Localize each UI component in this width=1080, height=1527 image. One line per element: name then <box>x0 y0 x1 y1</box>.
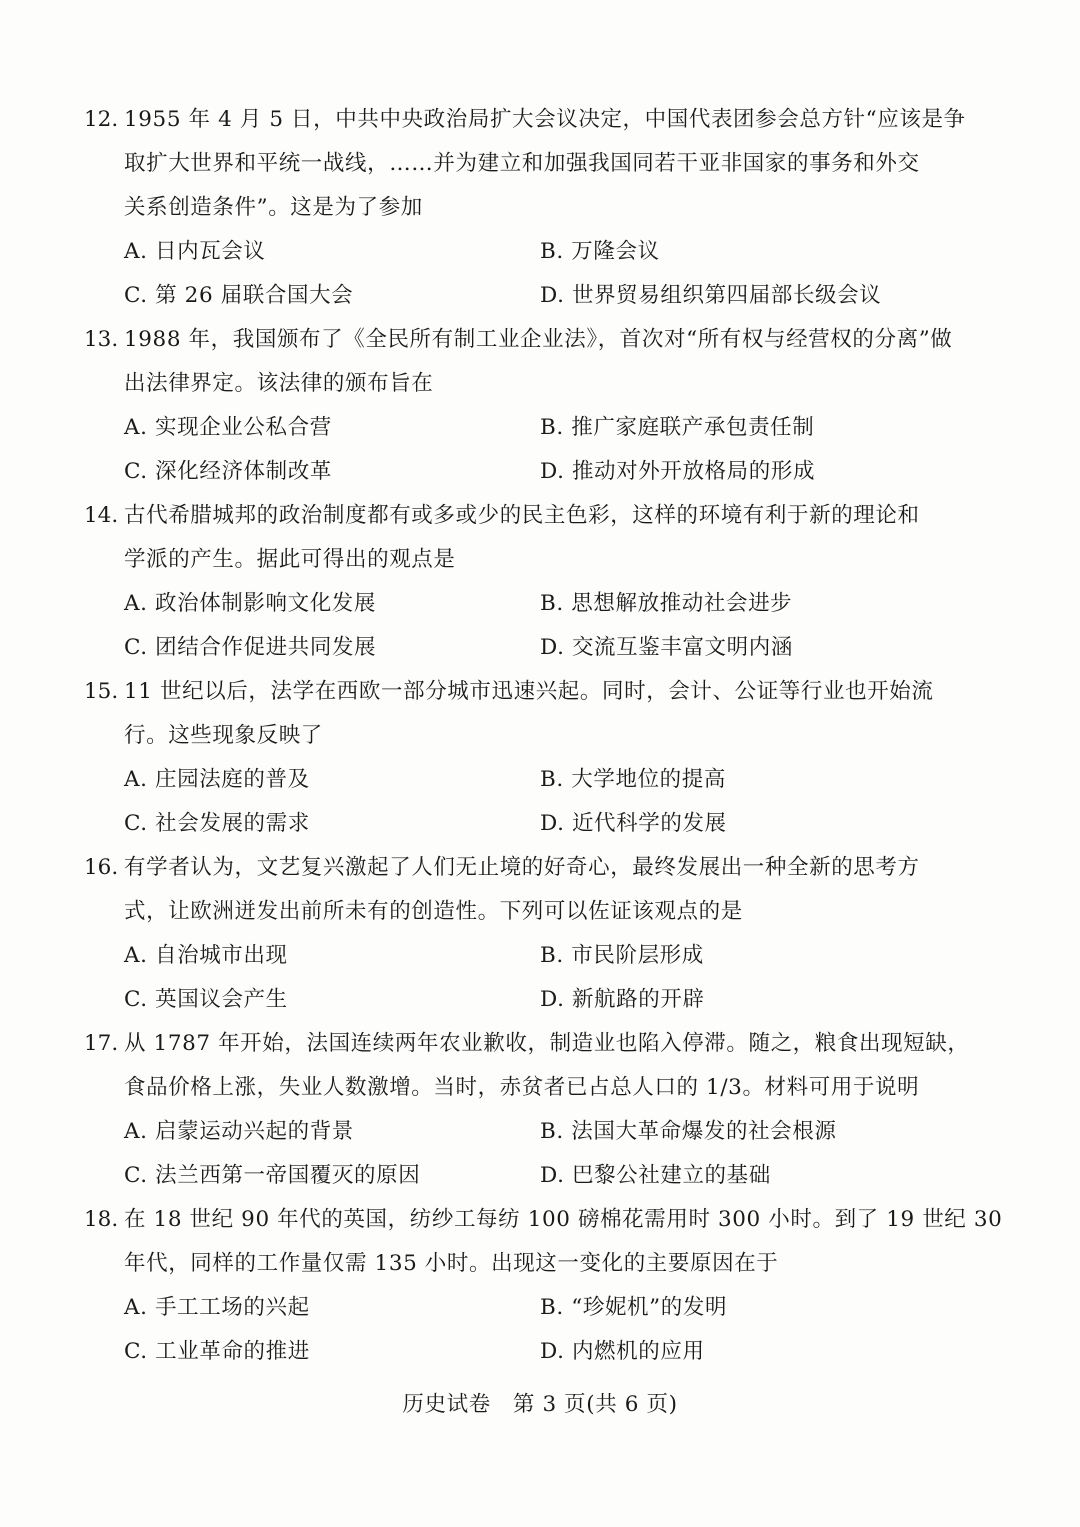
option-c[interactable]: C. 英国议会产生 <box>124 987 288 1012</box>
page-footer: 历史试卷 第 3 页(共 6 页) <box>402 1392 678 1417</box>
question-number: 18. <box>84 1207 119 1232</box>
option-a[interactable]: A. 手工工场的兴起 <box>124 1295 310 1320</box>
question-text-line: 学派的产生。据此可得出的观点是 <box>124 547 456 572</box>
option-d[interactable]: D. 推动对外开放格局的形成 <box>540 459 816 484</box>
question-text-line: 古代希腊城邦的政治制度都有或多或少的民主色彩，这样的环境有利于新的理论和 <box>124 503 920 528</box>
option-d[interactable]: D. 近代科学的发展 <box>540 811 727 836</box>
question-text-line: 1955 年 4 月 5 日，中共中央政治局扩大会议决定，中国代表团参会总方针“应该是争 <box>124 107 966 132</box>
question-number: 16. <box>84 855 119 880</box>
question-text-line: 11 世纪以后，法学在西欧一部分城市迅速兴起。同时，会计、公证等行业也开始流 <box>124 679 934 704</box>
question-text-line: 在 18 世纪 90 年代的英国，纺纱工每纺 100 磅棉花需用时 300 小时。到了 19 世纪 30 <box>124 1207 1003 1232</box>
question-text-line: 从 1787 年开始，法国连续两年农业歉收，制造业也陷入停滞。随之，粮食出现短缺， <box>124 1031 970 1056</box>
question-number: 17. <box>84 1031 119 1056</box>
option-a[interactable]: A. 庄园法庭的普及 <box>124 767 310 792</box>
option-c[interactable]: C. 工业革命的推进 <box>124 1339 310 1364</box>
option-d[interactable]: D. 新航路的开辟 <box>540 987 705 1012</box>
option-c[interactable]: C. 第 26 届联合国大会 <box>124 283 354 308</box>
question-text-line: 关系创造条件”。这是为了参加 <box>124 195 423 220</box>
option-b[interactable]: B. 市民阶层形成 <box>540 943 704 968</box>
question-text-line: 有学者认为，文艺复兴激起了人们无止境的好奇心，最终发展出一种全新的思考方 <box>124 855 920 880</box>
option-c[interactable]: C. 法兰西第一帝国覆灭的原因 <box>124 1163 421 1188</box>
option-d[interactable]: D. 世界贸易组织第四届部长级会议 <box>540 283 882 308</box>
question-text-line: 出法律界定。该法律的颁布旨在 <box>124 371 434 396</box>
question-text-line: 食品价格上涨，失业人数激增。当时，赤贫者已占总人口的 1/3。材料可用于说明 <box>124 1075 920 1100</box>
question-number: 13. <box>84 327 119 352</box>
option-b[interactable]: B. 法国大革命爆发的社会根源 <box>540 1119 837 1144</box>
option-c[interactable]: C. 深化经济体制改革 <box>124 459 332 484</box>
question-text-line: 行。这些现象反映了 <box>124 723 323 748</box>
option-d[interactable]: D. 交流互鉴丰富文明内涵 <box>540 635 793 660</box>
option-b[interactable]: B. 推广家庭联产承包责任制 <box>540 415 815 440</box>
option-b[interactable]: B. 万隆会议 <box>540 239 660 264</box>
question-number: 12. <box>84 107 119 132</box>
option-a[interactable]: A. 日内瓦会议 <box>124 239 266 264</box>
question-text-line: 年代，同样的工作量仅需 135 小时。出现这一变化的主要原因在于 <box>124 1251 779 1276</box>
option-a[interactable]: A. 启蒙运动兴起的背景 <box>124 1119 354 1144</box>
option-d[interactable]: D. 巴黎公社建立的基础 <box>540 1163 771 1188</box>
question-number: 14. <box>84 503 119 528</box>
option-a[interactable]: A. 政治体制影响文化发展 <box>124 591 376 616</box>
option-c[interactable]: C. 团结合作促进共同发展 <box>124 635 377 660</box>
question-text-line: 式，让欧洲迸发出前所未有的创造性。下列可以佐证该观点的是 <box>124 899 743 924</box>
option-d[interactable]: D. 内燃机的应用 <box>540 1339 705 1364</box>
option-b[interactable]: B. 大学地位的提高 <box>540 767 726 792</box>
question-text-line: 取扩大世界和平统一战线，……并为建立和加强我国同若干亚非国家的事务和外交 <box>124 151 920 176</box>
question-text-line: 1988 年，我国颁布了《全民所有制工业企业法》，首次对“所有权与经营权的分离”做 <box>124 327 953 352</box>
option-c[interactable]: C. 社会发展的需求 <box>124 811 310 836</box>
option-a[interactable]: A. 自治城市出现 <box>124 943 288 968</box>
option-b[interactable]: B. “珍妮机”的发明 <box>540 1295 728 1320</box>
question-number: 15. <box>84 679 119 704</box>
option-a[interactable]: A. 实现企业公私合营 <box>124 415 332 440</box>
option-b[interactable]: B. 思想解放推动社会进步 <box>540 591 793 616</box>
